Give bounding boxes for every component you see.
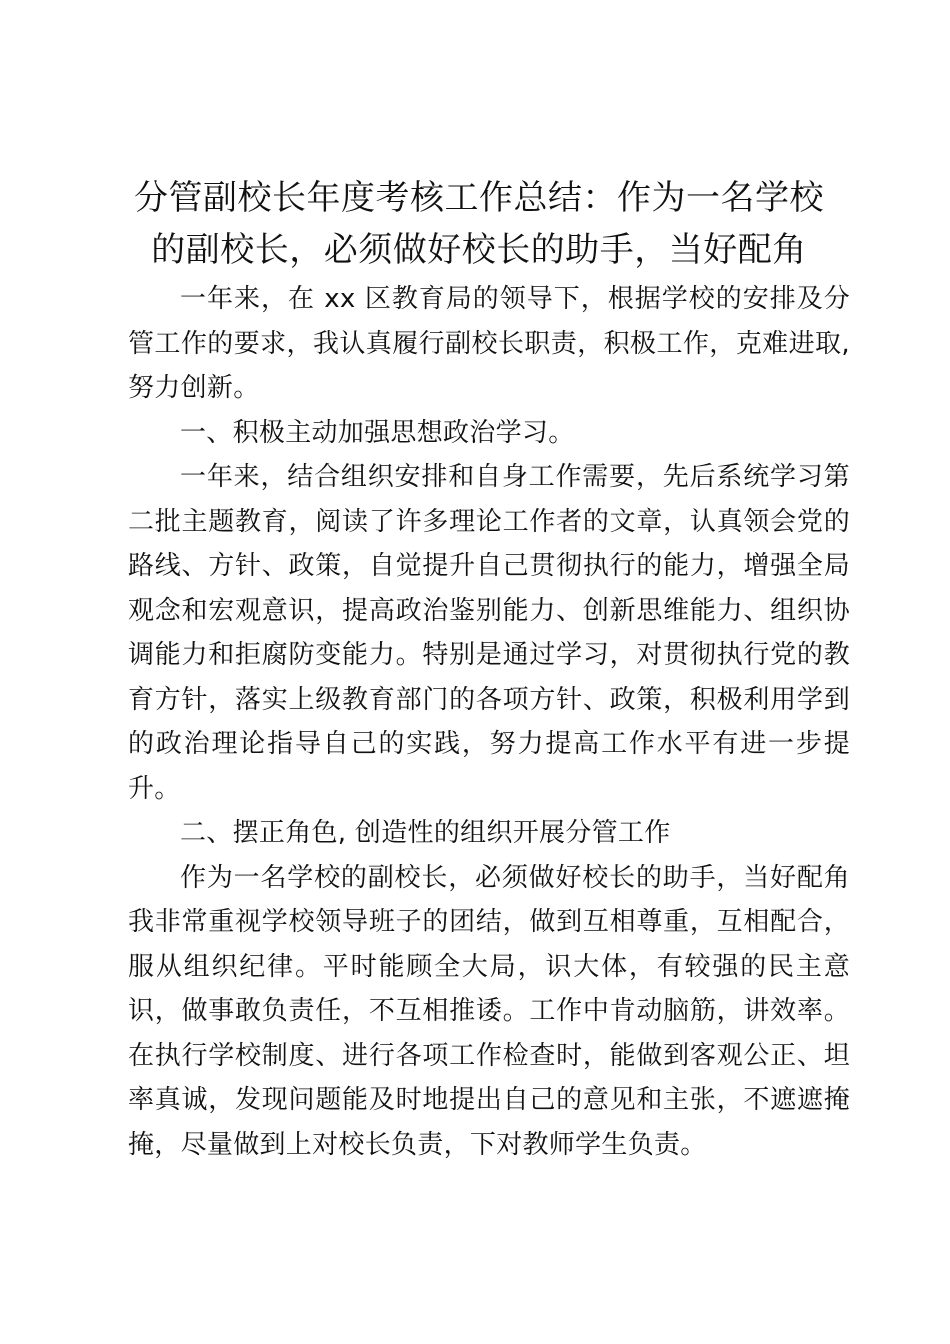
document-title	[118, 172, 840, 276]
document-body	[128, 277, 850, 1167]
section-heading-1: 一、积极主动加强思想政治学习。	[180, 417, 575, 448]
title-line-2: 的副校长，必须做好校长的助手，当好配角	[151, 230, 807, 270]
paragraph-intro: 一年来，在 xx 区教育局的领导下，根据学校的安排及分管工作的要求，我认真履行副校长职责，积极工作，克难进取,努力创新。	[128, 284, 850, 403]
section-heading-2: 二、摆正角色, 创造性的组织开展分管工作	[180, 818, 671, 848]
paragraph-role: 作为一名学校的副校长，必须做好校长的助手，当好配角我非常重视学校领导班子的团结，做到互相尊重，互相配合，服从组织纪律。平时能顾全大局，识大体，有较强的民主意识，做事敢负责任，不互相推诿。工作中肯动脑筋，讲效率。在执行学校制度、进行各项工作检查时，能做到客观公正、坦率真诚，发现问题能及时地提出自己的意见和主张，不遮遮掩掩，尽量做到上对校长负责，下对教师学生负责。	[128, 862, 850, 1160]
paragraph-study: 一年来，结合组织安排和自身工作需要，先后系统学习第二批主题教育，阅读了许多理论工作者的文章，认真领会党的路线、方针、政策，自觉提升自己贯彻执行的能力，增强全局观念和宏观意识，提高政治鉴别能力、创新思维能力、组织协调能力和拒腐防变能力。特别是通过学习，对贯彻执行党的教育方针，落实上级教育部门的各项方针、政策，积极利用学到的政治理论指导自己的实践，努力提高工作水平有进一步提升。	[128, 462, 850, 804]
title-line-1: 分管副校长年度考核工作总结：作为一名学校	[134, 178, 824, 218]
